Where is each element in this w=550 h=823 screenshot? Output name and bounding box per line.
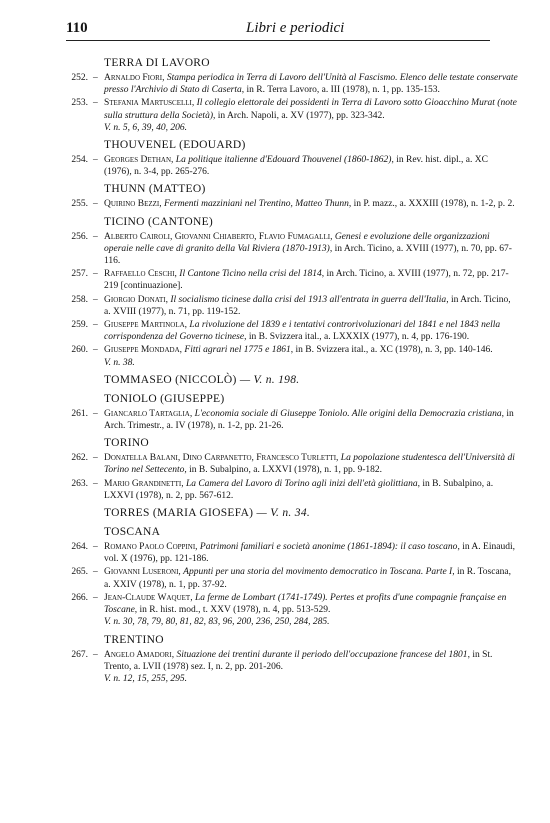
entry-dash: – <box>93 567 98 578</box>
entry-title: La ferme de Lombart (1741-1749). Pertes et profits d'une compagnie française en Toscane <box>104 592 507 616</box>
bibliography-entry <box>66 198 536 210</box>
entry-publication: , in P. mazz., a. XXXIII (1978), n. 1-2, p. 2. <box>348 199 515 210</box>
entry-separator: , <box>178 567 184 578</box>
bibliography-body <box>66 54 536 688</box>
entry-see-also: V. n. 30, 78, 79, 80, 81, 82, 83, 96, 200, 236, 250, 284, 285. <box>104 617 330 628</box>
entry-dash: – <box>93 542 98 553</box>
section-heading <box>66 524 536 540</box>
bibliography-entry <box>66 72 536 96</box>
bibliography-section <box>66 505 536 521</box>
entry-see-also: V. n. 12, 15, 255, 295. <box>104 673 187 684</box>
bibliography-section <box>66 524 536 628</box>
entry-author: Jean-Claude Waquet <box>104 592 191 603</box>
entry-title: La politique italienne d'Edouard Thouvenel (1860-1862) <box>175 155 392 166</box>
entry-author: Giuseppe Martinola <box>104 320 185 331</box>
entry-author: Giuseppe Mondada <box>104 345 180 356</box>
entry-number: 264. <box>71 542 88 553</box>
bibliography-section <box>66 372 536 388</box>
entry-publication: , in A. Einaudi, vol. X (1976), pp. 121-186. <box>104 542 515 565</box>
entry-publication: , in B. Subalpino, a. LXXVI (1978), n. 2, pp. 567-612. <box>104 478 494 501</box>
bibliography-section <box>66 391 536 432</box>
section-heading-text: TERRA DI LAVORO <box>104 57 210 69</box>
bibliography-section <box>66 435 536 502</box>
page-number: 110 <box>66 20 88 36</box>
entry-separator: , <box>189 408 195 419</box>
entry-author: Giorgio Donati <box>104 294 166 305</box>
section-heading <box>66 137 536 153</box>
entry-dash: – <box>93 345 98 356</box>
entry-publication: , in St. Trento, a. LVII (1978) sez. I, n. 2, pp. 201-206. <box>104 649 493 672</box>
entry-publication: , in R. hist. mod., t. XXV (1978), n. 4, pp. 513-529. <box>134 605 331 616</box>
entry-dash: – <box>93 231 98 242</box>
entry-author: Angelo Amadori <box>104 649 172 660</box>
entry-number: 258. <box>71 294 88 305</box>
section-cross-reference: — V. n. 198. <box>236 373 300 386</box>
section-heading <box>66 55 536 71</box>
bibliography-section <box>66 55 536 134</box>
entry-separator: , <box>162 73 167 83</box>
entry-number: 263. <box>71 478 88 489</box>
entry-dash: – <box>93 73 98 83</box>
entry-publication: , in Arch. Ticino, a. XVIII (1977), n. 71, pp. 119-152. <box>104 294 511 317</box>
entry-separator: , <box>159 199 164 210</box>
section-heading <box>66 372 536 388</box>
section-cross-reference: — V. n. 34. <box>253 507 311 520</box>
bibliography-entry <box>66 97 536 134</box>
entry-number: 261. <box>71 408 88 419</box>
entry-publication: , in R. Toscana, a. XXIV (1978), n. 1, pp. 37-92. <box>104 567 512 590</box>
entry-separator: , <box>165 294 171 305</box>
entry-separator: , <box>181 478 186 489</box>
entry-separator: , <box>191 98 197 109</box>
entry-number: 257. <box>71 269 88 280</box>
entry-dash: – <box>93 320 98 331</box>
entry-number: 260. <box>71 345 88 356</box>
entry-author: Georges Dethan <box>104 155 172 166</box>
entry-author: Giovanni Luseroni <box>104 567 179 578</box>
entry-publication: , in Arch. Ticino, a. XVIII (1977), n. 70, pp. 67-116. <box>104 243 512 267</box>
entry-title: Appunti per una storia del movimento democratico in Toscana. Parte I <box>183 567 453 578</box>
entry-publication: , in R. Terra Lavoro, a. III (1978), n. 1, pp. 135-153. <box>241 85 440 96</box>
entry-separator: , <box>171 155 176 166</box>
entry-number: 267. <box>71 649 88 660</box>
entry-dash: – <box>93 408 98 419</box>
entry-publication: , in Arch. Napoli, a. XV (1977), pp. 323-342. <box>212 110 385 121</box>
entry-separator: , <box>195 542 200 553</box>
entry-title: Stampa periodica in Terra di Lavoro dell'Unità al Fascismo. Elenco delle testate conservate presso l'Archivio di Stato di Caserta <box>104 73 518 96</box>
entry-dash: – <box>93 199 98 210</box>
bibliography-entry <box>66 231 536 268</box>
entry-dash: – <box>93 98 98 109</box>
entry-author: Raffaello Ceschi <box>104 269 175 280</box>
entry-number: 253. <box>71 98 88 109</box>
section-heading <box>66 214 536 230</box>
bibliography-entry <box>66 344 536 368</box>
section-heading <box>66 181 536 197</box>
bibliography-entry <box>66 592 536 629</box>
entry-publication: , in B. Svizzera ital., a. XC (1978), n. 3, pp. 140-146. <box>290 345 493 356</box>
bibliography-entry <box>66 478 536 502</box>
running-header <box>66 20 490 41</box>
entry-author: Alberto Cairoli, Giovanni Chiaberto, Flavio Fumagalli <box>104 231 331 242</box>
entry-publication: , in Rev. hist. dipl., a. XC (1976), n. 3-4, pp. 265-276. <box>104 155 488 178</box>
entry-separator: , <box>336 453 341 464</box>
section-heading-text: TOMMASEO (NICCOLÒ) <box>104 373 237 386</box>
entry-author: Stefania Martuscelli <box>104 98 192 109</box>
bibliography-section <box>66 137 536 178</box>
section-heading-text: THUNN (MATTEO) <box>104 183 206 196</box>
entry-author: Giancarlo Tartaglia <box>104 408 190 419</box>
entry-number: 262. <box>71 453 88 464</box>
bibliography-entry <box>66 566 536 590</box>
entry-number: 254. <box>71 155 88 166</box>
entry-title: Fitti agrari nel 1775 e 1861 <box>184 345 291 356</box>
entry-author: Arnaldo Fiori <box>104 73 163 83</box>
entry-separator: , <box>179 345 185 356</box>
bibliography-section <box>66 214 536 369</box>
bibliography-entry <box>66 541 536 565</box>
section-heading-text: TRENTINO <box>104 633 164 646</box>
running-title: Libri e periodici <box>246 20 345 36</box>
entry-number: 252. <box>71 73 88 83</box>
entry-number: 266. <box>71 592 88 603</box>
entry-author: Mario Grandinetti <box>104 478 182 489</box>
section-heading <box>66 391 536 407</box>
entry-number: 255. <box>71 199 88 210</box>
entry-dash: – <box>93 269 98 280</box>
entry-publication: , in B. Svizzera ital., a. LXXXIX (1977), n. 4, pp. 176-190. <box>244 332 470 343</box>
entry-dash: – <box>93 155 98 166</box>
entry-title: Il socialismo ticinese dalla crisi del 1913 all'entrata in guerra dell'Italia <box>170 294 447 305</box>
entry-number: 259. <box>71 320 88 331</box>
entry-dash: – <box>93 294 98 305</box>
entry-number: 256. <box>71 231 88 242</box>
bibliography-entry <box>66 154 536 178</box>
entry-see-also: V. n. 38. <box>104 357 135 368</box>
entry-publication: , in B. Subalpino, a. LXXVI (1978), n. 1, pp. 9-182. <box>184 465 383 476</box>
entry-title: Il collegio elettorale dei possidenti in Terra di Lavoro sotto Gioacchino Murat (note sulla struttura della Società) <box>104 98 517 121</box>
entry-title: La Camera del Lavoro di Torino agli inizi dell'età giolittiana <box>185 478 418 489</box>
entry-author: Romano Paolo Coppini <box>104 542 196 553</box>
entry-dash: – <box>93 649 98 660</box>
entry-separator: , <box>184 320 190 331</box>
entry-separator: , <box>330 231 335 242</box>
section-heading-text: TOSCANA <box>104 526 161 539</box>
bibliography-entry <box>66 319 536 343</box>
section-heading <box>66 632 536 648</box>
entry-separator: , <box>171 649 177 660</box>
entry-dash: – <box>93 592 98 603</box>
entry-title: La rivoluzione del 1839 e i tentativi controrivoluzionari del 1841 e nel 1843 nella corrispondenza del Governo ticinese <box>104 320 501 343</box>
entry-publication: , in Arch. Ticino, a. XVIII (1977), n. 72, pp. 217-219 [continuazione]. <box>104 269 509 292</box>
entry-title: La popolazione studentesca dell'Università di Torino nel Settecento <box>104 453 515 476</box>
section-heading-text: TICINO (CANTONE) <box>104 215 214 228</box>
bibliography-entry <box>66 452 536 476</box>
bibliography-entry <box>66 649 536 686</box>
entry-title: Situazione dei trentini durante il periodo dell'occupazione francese del 1801 <box>176 649 468 660</box>
section-heading <box>66 505 536 521</box>
bibliography-entry <box>66 294 536 318</box>
bibliography-section <box>66 632 536 686</box>
bibliography-entry <box>66 268 536 292</box>
section-heading-text: THOUVENEL (EDOUARD) <box>104 139 246 152</box>
bibliography-entry <box>66 408 536 432</box>
section-heading-text: TORRES (MARIA GIOSEFA) <box>104 507 254 520</box>
entry-title: Il Cantone Ticino nella crisi del 1814 <box>179 269 322 280</box>
section-heading <box>66 435 536 451</box>
entry-author: Donatella Balani, Dino Carpanetto, Francesco Turletti <box>104 453 337 464</box>
entry-title: L'economia sociale di Giuseppe Toniolo. Alle origini della Democrazia cristiana <box>194 408 502 419</box>
entry-dash: – <box>93 478 98 489</box>
entry-author: Quirino Bezzi <box>104 199 160 210</box>
entry-title: Patrimoni familiari e società anonime (1861-1894): il caso toscano <box>199 542 458 553</box>
entry-dash: – <box>93 453 98 464</box>
entry-see-also: V. n. 5, 6, 39, 40, 206. <box>104 122 187 133</box>
entry-title: Genesi e evoluzione delle organizzazioni operaie nelle cave di granito della Val Riviera (1870-1913) <box>104 231 490 254</box>
bibliography-section <box>66 181 536 210</box>
entry-separator: , <box>190 592 195 603</box>
entry-title: Fermenti mazziniani nel Trentino, Matteo Thunn <box>163 199 349 210</box>
entry-number: 265. <box>71 567 88 578</box>
section-heading-text: TONIOLO (GIUSEPPE) <box>104 392 225 405</box>
entry-publication: , in Arch. Trimestr., a. IV (1978), n. 1-2, pp. 21-26. <box>104 408 514 432</box>
entry-separator: , <box>174 269 180 280</box>
section-heading-text: TORINO <box>104 437 150 450</box>
